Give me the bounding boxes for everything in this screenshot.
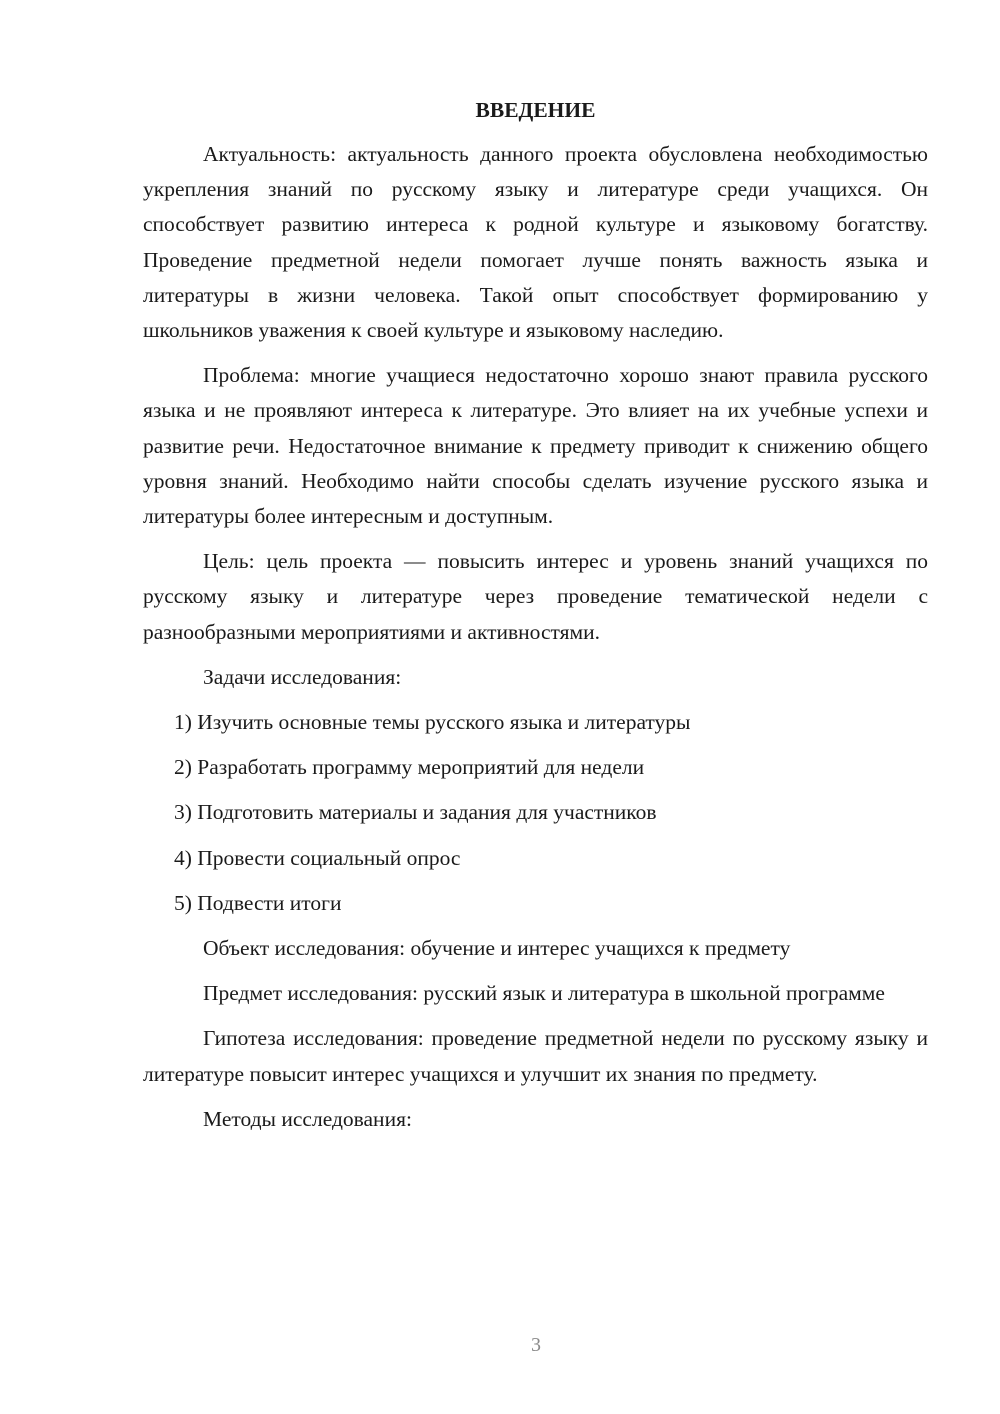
document-page [143,95,928,1147]
list-item: 3) Подготовить материалы и задания для участников [174,800,657,825]
list-item: 1) Изучить основные темы русского языка и литературы [174,710,691,735]
tasks-title: Задачи исследования: [203,664,402,689]
tasks-list [143,705,928,921]
paragraph-goal: Цель: цель проекта — повысить интерес и уровень знаний учащихся по русскому языку и литературе через проведение тематической недели с разнообразными мероприятиями и активностями. [143,549,928,644]
page-number: 3 [531,1334,541,1356]
paragraph-subject: Предмет исследования: русский язык и литература в школьной программе [203,981,885,1006]
list-item: 2) Разработать программу мероприятий для недели [174,755,645,780]
methods-title: Методы исследования: [203,1106,412,1131]
list-item: 4) Провести социальный опрос [174,845,461,870]
paragraph-object: Объект исследования: обучение и интерес учащихся к предмету [203,936,791,961]
section-heading: ВВЕДЕНИЕ [475,98,596,122]
paragraph-relevance: Актуальность: актуальность данного проекта обусловлена необходимостью укрепления знаний по русскому языку и литературе среди учащихся. Он способствует развитию интереса к родной культуре и языковому богатству. Проведение предметной недели помогает лучше понять важность языка и литературы в жизни человека. Такой опыт способствует формированию у школьников уважения к своей культуре и языковому наследию. [143,142,928,343]
list-item: 5) Подвести итоги [174,890,342,915]
paragraph-hypothesis: Гипотеза исследования: проведение предметной недели по русскому языку и литературе повысит интерес учащихся и улучшит их знания по предмету. [143,1026,928,1086]
paragraph-problem: Проблема: многие учащиеся недостаточно хорошо знают правила русского языка и не проявляют интереса к литературе. Это влияет на их учебные успехи и развитие речи. Недостаточное внимание к предмету приводит к снижению общего уровня знаний. Необходимо найти способы сделать изучение русского языка и литературы более интересным и доступным. [143,363,928,529]
